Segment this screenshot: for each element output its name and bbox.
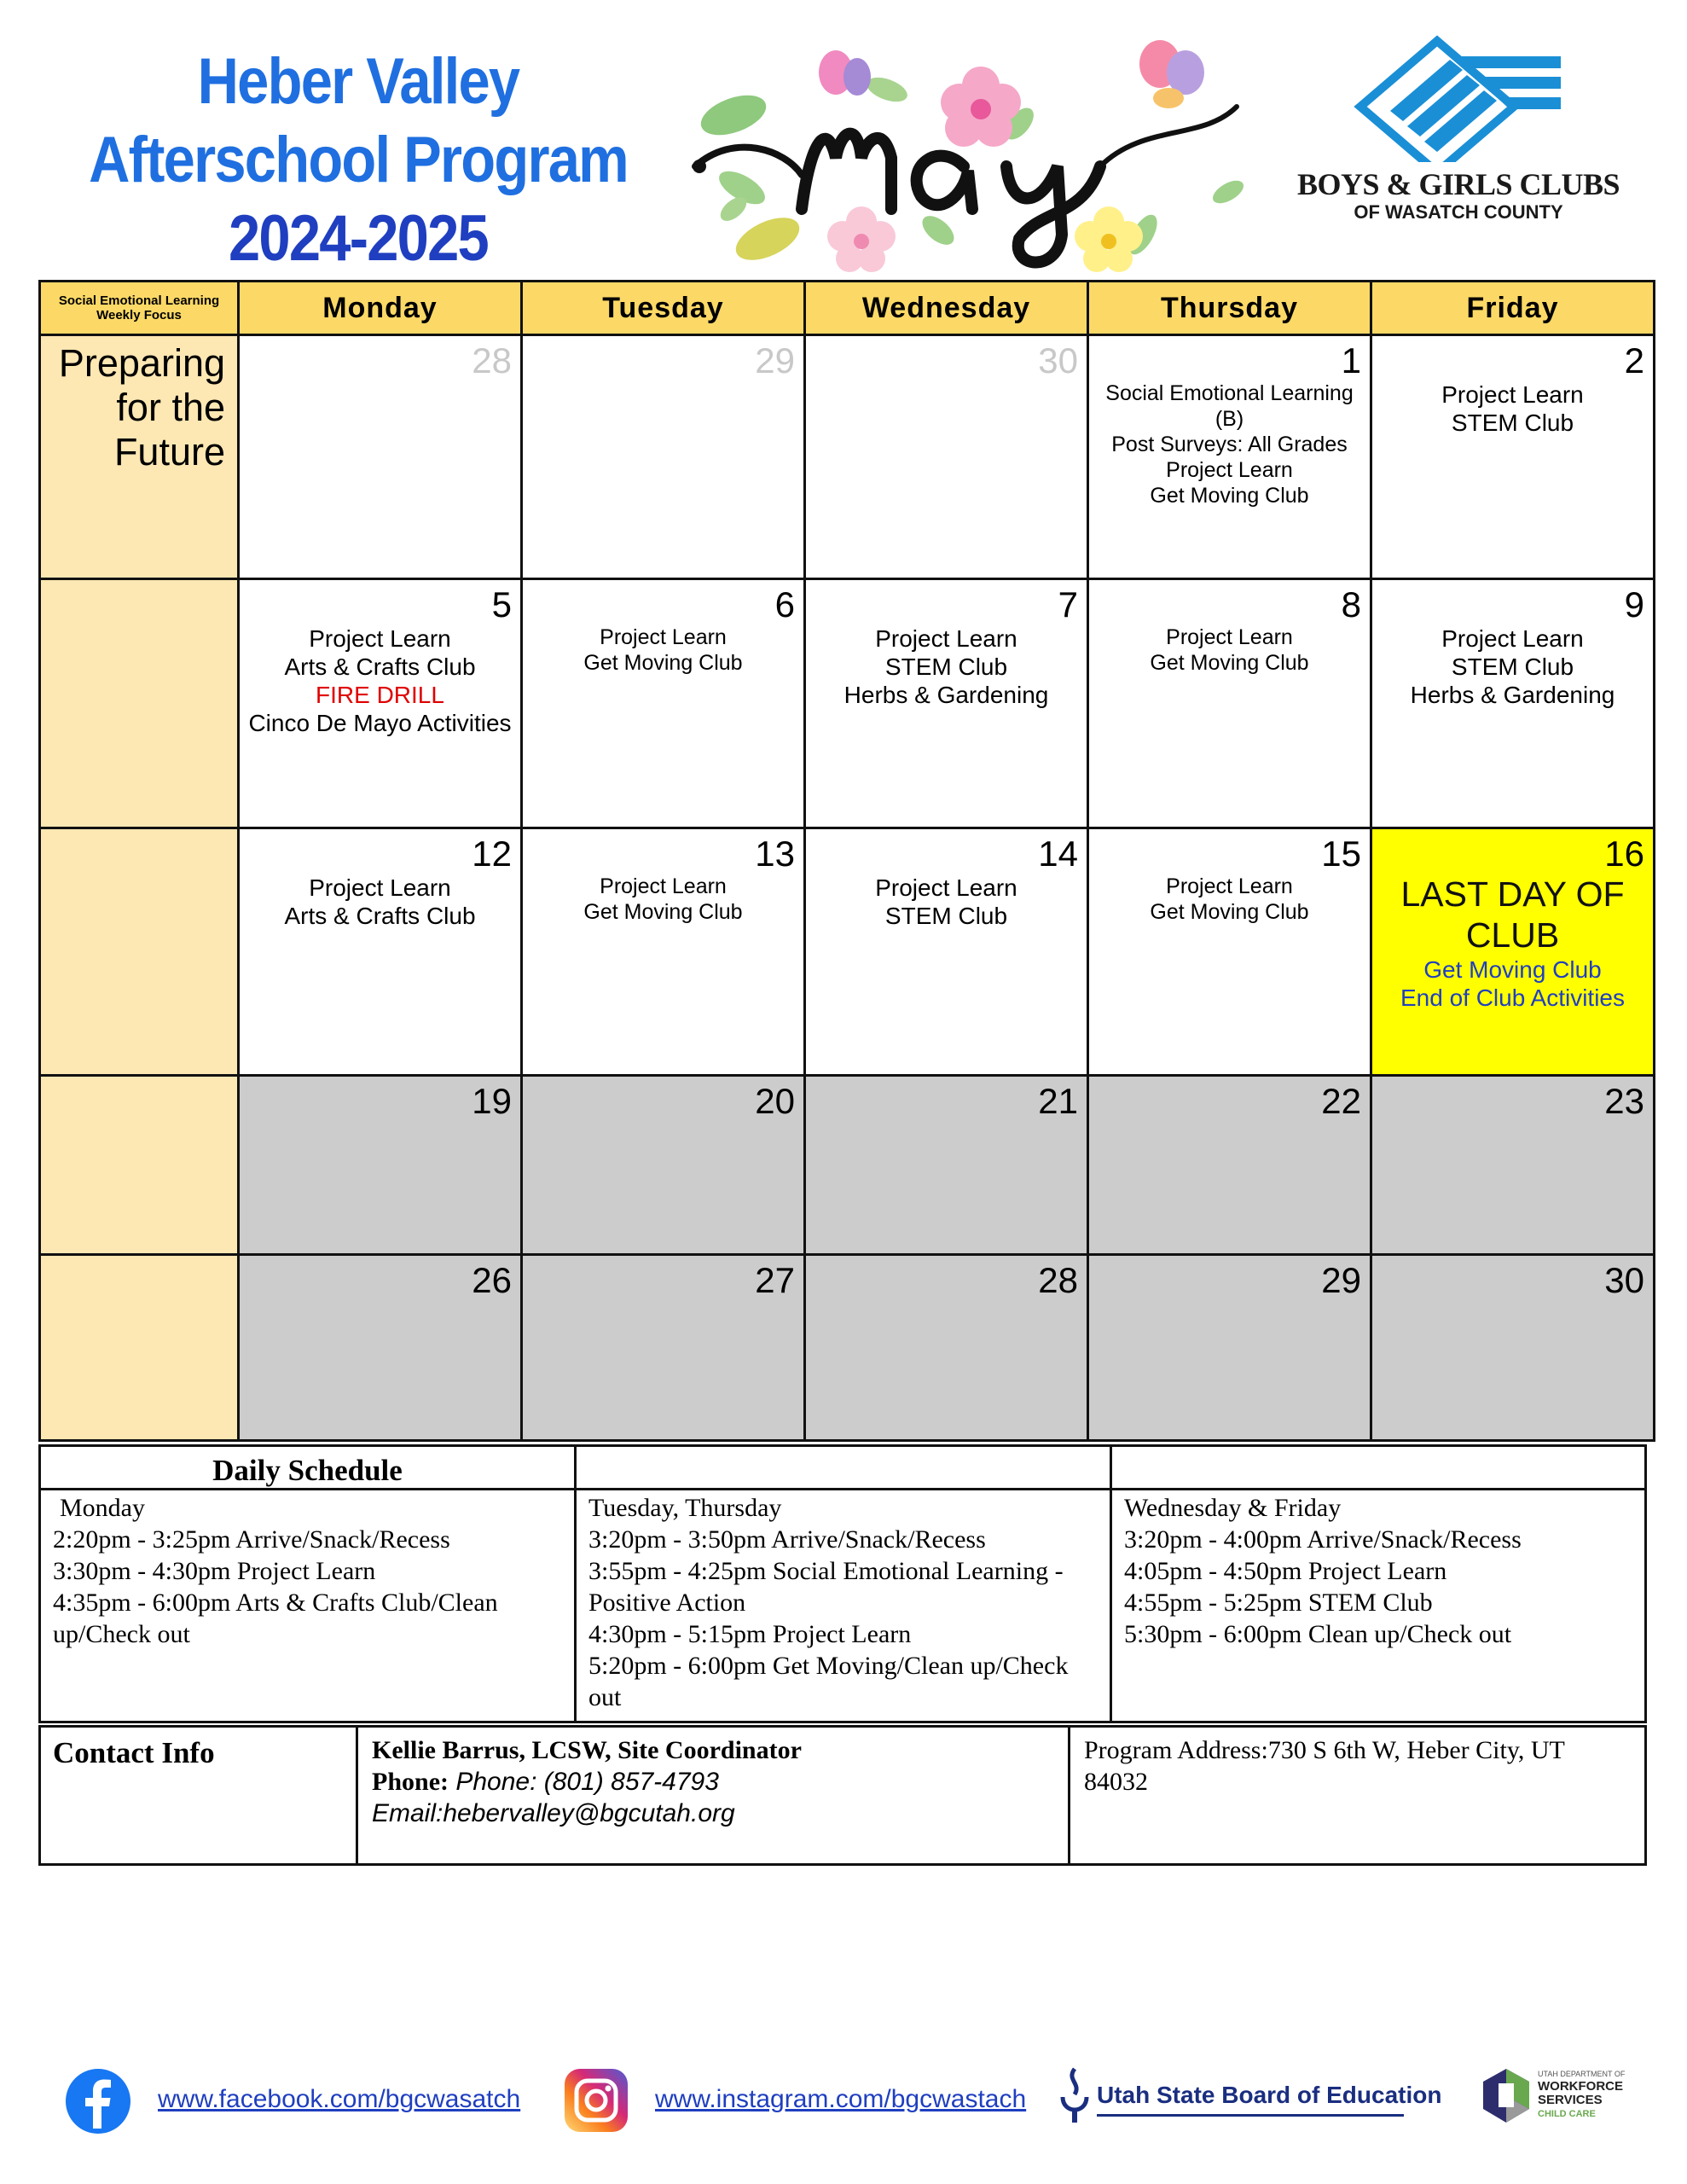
calendar-day-cell [1088, 579, 1371, 828]
calendar-day-cell [1088, 828, 1371, 1076]
event-item: STEM Club [1451, 410, 1574, 436]
calendar-day-cell [522, 1255, 805, 1441]
facebook-icon[interactable] [64, 2067, 132, 2135]
week-row-5 [40, 1255, 1655, 1441]
schedule-header-blank [576, 1446, 1111, 1490]
schedule-line: 5:20pm - 6:00pm Get Moving/Clean up/Check out [588, 1652, 1069, 1711]
fire-drill-event: FIRE DRILL [316, 682, 444, 708]
event-item: Get Moving Club [1150, 900, 1309, 924]
event-item: Project Learn [600, 625, 727, 649]
usbe-logo [1056, 2065, 1442, 2124]
day-header-tuesday: Tuesday [522, 282, 805, 335]
event-item: Project Learn [309, 874, 451, 901]
day-number: 21 [1038, 1081, 1078, 1121]
day-header-thursday: Thursday [1088, 282, 1371, 335]
may-flower-art [682, 38, 1262, 273]
day-header-wednesday: Wednesday [805, 282, 1088, 335]
dws-dept: UTAH DEPARTMENT OF [1538, 2070, 1626, 2078]
daily-schedule [38, 1444, 1647, 1723]
calendar-day-cell [239, 1076, 522, 1255]
event-item: Project Learn [600, 874, 727, 898]
day-number: 28 [1038, 1260, 1078, 1300]
calendar-day-cell [239, 335, 522, 579]
title-line-2: Afterschool Program [89, 124, 628, 196]
schedule-line: 4:35pm - 6:00pm Arts & Crafts Club/Clean up/Check out [53, 1589, 498, 1648]
schedule-line: 4:30pm - 5:15pm Project Learn [588, 1620, 912, 1648]
calendar-day-cell [1088, 335, 1371, 579]
day-number: 29 [755, 340, 795, 380]
day-number: 6 [774, 584, 795, 624]
day-number: 29 [1321, 1260, 1361, 1300]
event-item: STEM Club [884, 653, 1008, 680]
calendar-day-cell [522, 1076, 805, 1255]
calendar-day-cell [239, 1255, 522, 1441]
bgc-hands-icon [1279, 34, 1638, 162]
schedule-line: 2:20pm - 3:25pm Arrive/Snack/Recess [53, 1525, 450, 1554]
week-row-2 [40, 579, 1655, 828]
title-line-1: Heber Valley [197, 45, 519, 118]
week-row-1 [40, 335, 1655, 579]
calendar-day-cell [522, 828, 805, 1076]
torch-icon [1056, 2065, 1094, 2124]
dws-childcare: CHILD CARE [1538, 2109, 1596, 2119]
event-item: End of Club Activities [1400, 985, 1626, 1011]
program-title [51, 43, 665, 278]
weekly-focus-text [41, 1077, 237, 1082]
event-item: Get Moving Club [583, 651, 743, 675]
event-item: Project Learn [875, 874, 1017, 901]
day-number: 28 [472, 340, 512, 380]
event-item: Project Learn [1441, 381, 1584, 408]
schedule-column-wed-fri [1111, 1490, 1646, 1722]
schedule-line: 4:05pm - 4:50pm Project Learn [1124, 1557, 1447, 1585]
event-item: Project Learn [875, 625, 1017, 652]
title-line-3: 2024-2025 [228, 202, 488, 275]
instagram-icon[interactable] [563, 2067, 629, 2134]
day-number: 5 [491, 584, 512, 624]
calendar-day-cell [1371, 1255, 1655, 1441]
schedule-title: Daily Schedule [212, 1454, 403, 1487]
schedule-line: 3:20pm - 4:00pm Arrive/Snack/Recess [1124, 1525, 1522, 1554]
calendar-day-cell [1371, 579, 1655, 828]
calendar-day-cell [522, 579, 805, 828]
day-number: 26 [472, 1260, 512, 1300]
last-day-cell [1371, 828, 1655, 1076]
weekly-focus-text [41, 1256, 237, 1261]
schedule-body-row [40, 1490, 1646, 1722]
usbe-name: Utah State Board of Education [1097, 2082, 1442, 2108]
day-number: 30 [1038, 340, 1078, 380]
day-number: 16 [1604, 834, 1644, 874]
event-item: STEM Club [884, 903, 1008, 929]
schedule-line: 4:55pm - 5:25pm STEM Club [1124, 1589, 1433, 1617]
day-number: 9 [1624, 584, 1644, 624]
week-row-4 [40, 1076, 1655, 1255]
calendar-header-row [40, 282, 1655, 335]
day-header-monday: Monday [239, 282, 522, 335]
schedule-line: 3:20pm - 3:50pm Arrive/Snack/Recess [588, 1525, 986, 1554]
contact-info [38, 1725, 1647, 1866]
focus-cell [40, 828, 239, 1076]
day-number: 23 [1604, 1081, 1644, 1121]
calendar-day-cell [805, 1076, 1088, 1255]
event-item: STEM Club [1451, 653, 1574, 680]
dws-hexagon-icon [1480, 2066, 1533, 2126]
day-number: 13 [755, 834, 795, 874]
usbe-underline [1097, 2114, 1404, 2117]
event-item: Project Learn [1166, 625, 1293, 649]
schedule-title-cell [40, 1446, 576, 1490]
event-item: Herbs & Gardening [844, 682, 1049, 708]
focus-cell [40, 335, 239, 579]
event-item: Get Moving Club [1423, 956, 1602, 983]
day-number: 22 [1321, 1081, 1361, 1121]
event-item: Get Moving Club [1150, 651, 1309, 675]
day-number: 19 [472, 1081, 512, 1121]
weekly-focus-text [41, 580, 237, 585]
weekly-focus-text: Preparing for the Future [58, 341, 225, 473]
day-number: 12 [472, 834, 512, 874]
schedule-heading: Tuesday, Thursday [588, 1494, 782, 1522]
schedule-line: 3:55pm - 4:25pm Social Emotional Learning - Positive Action [588, 1557, 1064, 1617]
calendar-day-cell [805, 335, 1088, 579]
dws-name-2: SERVICES [1538, 2093, 1603, 2107]
contact-person-cell [357, 1727, 1070, 1865]
contact-title-cell [40, 1727, 357, 1865]
event-item: Cinco De Mayo Activities [248, 710, 512, 736]
day-number: 15 [1321, 834, 1361, 874]
event-item: Post Surveys: All Grades [1111, 433, 1348, 456]
day-number: 1 [1341, 340, 1361, 380]
coordinator-name: Kellie Barrus, LCSW, Site Coordinator [372, 1736, 802, 1764]
day-number: 20 [755, 1081, 795, 1121]
contact-title: Contact Info [53, 1736, 215, 1769]
logo-subtitle: OF WASATCH COUNTY [1354, 201, 1563, 223]
phone-label: Phone: [372, 1768, 449, 1796]
phone-number: Phone: (801) 857-4793 [455, 1768, 719, 1796]
focus-cell [40, 1255, 239, 1441]
day-header-friday: Friday [1371, 282, 1655, 335]
event-item: Get Moving Club [1150, 484, 1309, 508]
day-number: 14 [1038, 834, 1078, 874]
calendar-day-cell [522, 335, 805, 579]
event-item: Project Learn [309, 625, 451, 652]
may-calendar [38, 280, 1655, 1442]
calendar-day-cell [1371, 335, 1655, 579]
calendar-day-cell [1371, 1076, 1655, 1255]
schedule-header-blank [1111, 1446, 1646, 1490]
logo-name: BOYS & GIRLS CLUBS [1296, 167, 1620, 201]
day-number: 7 [1058, 584, 1078, 624]
day-number: 8 [1341, 584, 1361, 624]
calendar-day-cell [1088, 1255, 1371, 1441]
schedule-header-row [40, 1446, 1646, 1490]
calendar-day-cell [239, 579, 522, 828]
event-item: Social Emotional Learning (B) [1105, 381, 1354, 431]
schedule-heading: Monday [60, 1494, 145, 1522]
calendar-day-cell [805, 1255, 1088, 1441]
day-number: 27 [755, 1260, 795, 1300]
event-item: Project Learn [1166, 458, 1293, 482]
event-item: Project Learn [1166, 874, 1293, 898]
dws-logo [1480, 2065, 1650, 2129]
week-row-3 [40, 828, 1655, 1076]
dws-name-1: WORKFORCE [1538, 2079, 1623, 2094]
event-item: Arts & Crafts Club [284, 653, 476, 680]
calendar-day-cell [805, 828, 1088, 1076]
program-address: Program Address:730 S 6th W, Heber City, UT 84032 [1084, 1736, 1565, 1796]
last-day-banner: LAST DAY OF CLUB [1400, 874, 1625, 955]
focus-cell [40, 1076, 239, 1255]
schedule-line: 3:30pm - 4:30pm Project Learn [53, 1557, 376, 1585]
contact-address-cell [1070, 1727, 1646, 1865]
bgc-logo [1279, 34, 1638, 230]
contact-row [40, 1727, 1646, 1865]
event-item: Arts & Crafts Club [284, 903, 476, 929]
day-number: 2 [1624, 340, 1644, 380]
schedule-column-tue-thu [576, 1490, 1111, 1722]
focus-column-header: Social Emotional Learning Weekly Focus [40, 282, 239, 335]
calendar-day-cell [1088, 1076, 1371, 1255]
schedule-column-monday [40, 1490, 576, 1722]
event-item: Herbs & Gardening [1410, 682, 1615, 708]
calendar-day-cell [805, 579, 1088, 828]
instagram-link[interactable]: www.instagram.com/bgcwastach [655, 2085, 1027, 2113]
day-number: 30 [1604, 1260, 1644, 1300]
schedule-line: 5:30pm - 6:00pm Clean up/Check out [1124, 1620, 1512, 1648]
calendar-day-cell [239, 828, 522, 1076]
event-item: Get Moving Club [583, 900, 743, 924]
email-address[interactable]: Email:hebervalley@bgcutah.org [372, 1799, 735, 1827]
focus-cell [40, 579, 239, 828]
weekly-focus-text [41, 829, 237, 834]
facebook-link[interactable]: www.facebook.com/bgcwasatch [158, 2085, 521, 2113]
schedule-heading: Wednesday & Friday [1124, 1494, 1342, 1522]
event-item: Project Learn [1441, 625, 1584, 652]
